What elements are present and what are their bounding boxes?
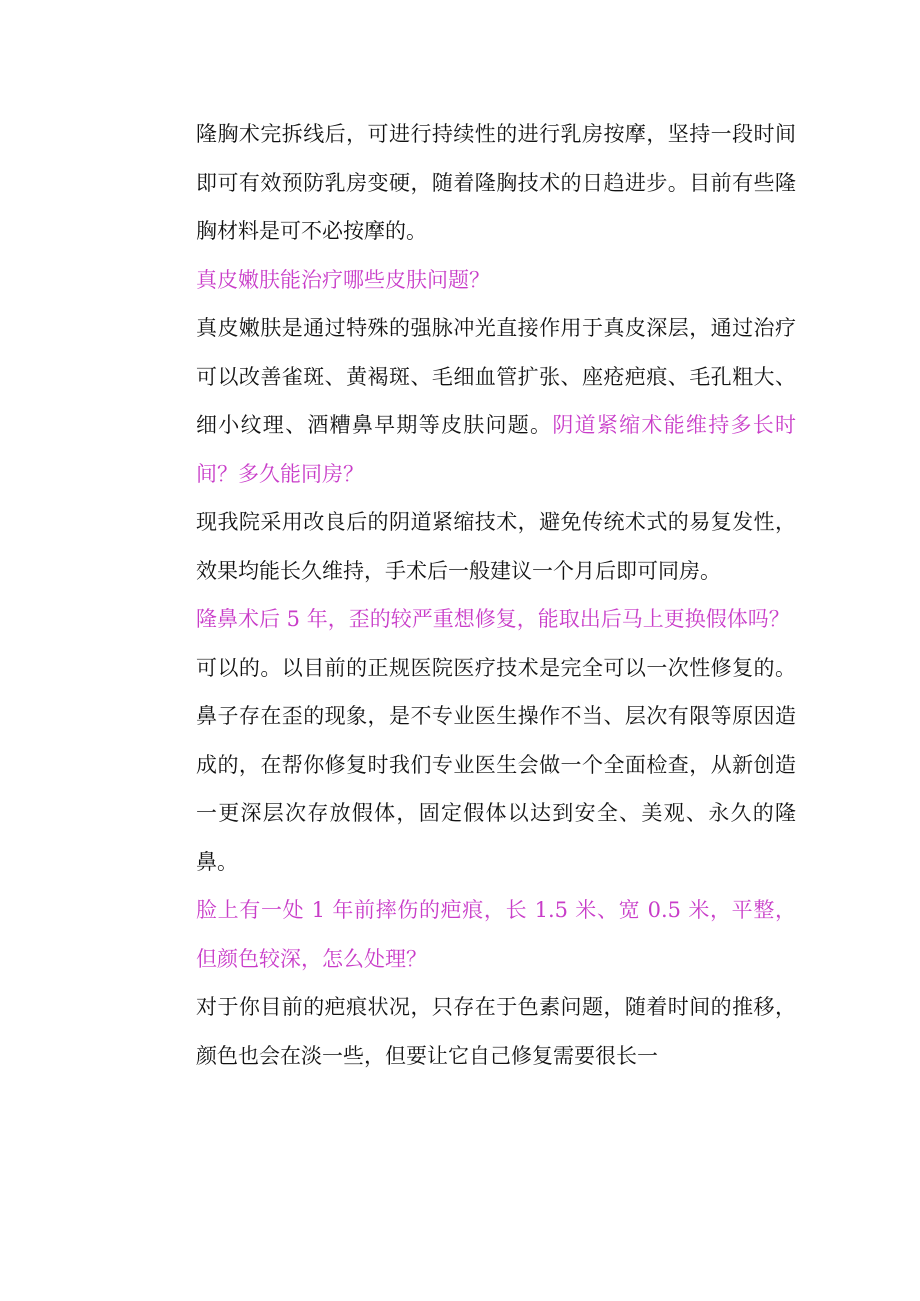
question-skin-rejuvenation: 真皮嫩肤能治疗哪些皮肤问题？ [196, 267, 490, 292]
question-scar-treatment: 脸上有一处 1 年前摔伤的疤痕，长 1.5 米、宽 0.5 米，平整，但颜色较深，怎么处理？ [196, 898, 796, 971]
question-vaginal-tightening: 阴道紧缩术能维持多长时间？多久能同房？ [196, 413, 797, 486]
answer-breast-massage: 隆胸术完拆线后，可进行持续性的进行乳房按摩，坚持一段时间即可有效预防乳房变硬，随着隆胸技术的日趋进步。目前有些隆胸材料是可不必按摩的。 [196, 122, 796, 243]
answer-skin-rejuvenation-text: 真皮嫩肤是通过特殊的强脉冲光直接作用于真皮深层，通过治疗可以改善雀斑、黄褐斑、毛细血管扩张、座疮疤痕、毛孔粗大、细小纹理、酒糟鼻早期等皮肤问题。 [196, 316, 796, 437]
answer-rhinoplasty-repair: 可以的。以目前的正规医院医疗技术是完全可以一次性修复的。鼻子存在歪的现象，是不专业医生操作不当、层次有限等原因造成的，在帮你修复时我们专业医生会做一个全面检查，从新创造一更深层次存放假体，固定假体以达到安全、美观、永久的隆鼻。 [196, 655, 796, 874]
document-page [196, 110, 796, 1080]
question-rhinoplasty-repair: 隆鼻术后 5 年，歪的较严重想修复，能取出后马上更换假体吗？ [196, 607, 790, 631]
answer-vaginal-tightening: 现我院采用改良后的阴道紧缩技术，避免传统术式的易复发性，效果均能长久维持，手术后一般建议一个月后即可同房。 [196, 510, 796, 583]
answer-scar-treatment: 对于你目前的疤痕状况，只存在于色素问题，随着时间的推移，颜色也会在淡一些，但要让它自己修复需要很长一 [196, 995, 796, 1068]
answer-skin-rejuvenation [196, 304, 796, 498]
